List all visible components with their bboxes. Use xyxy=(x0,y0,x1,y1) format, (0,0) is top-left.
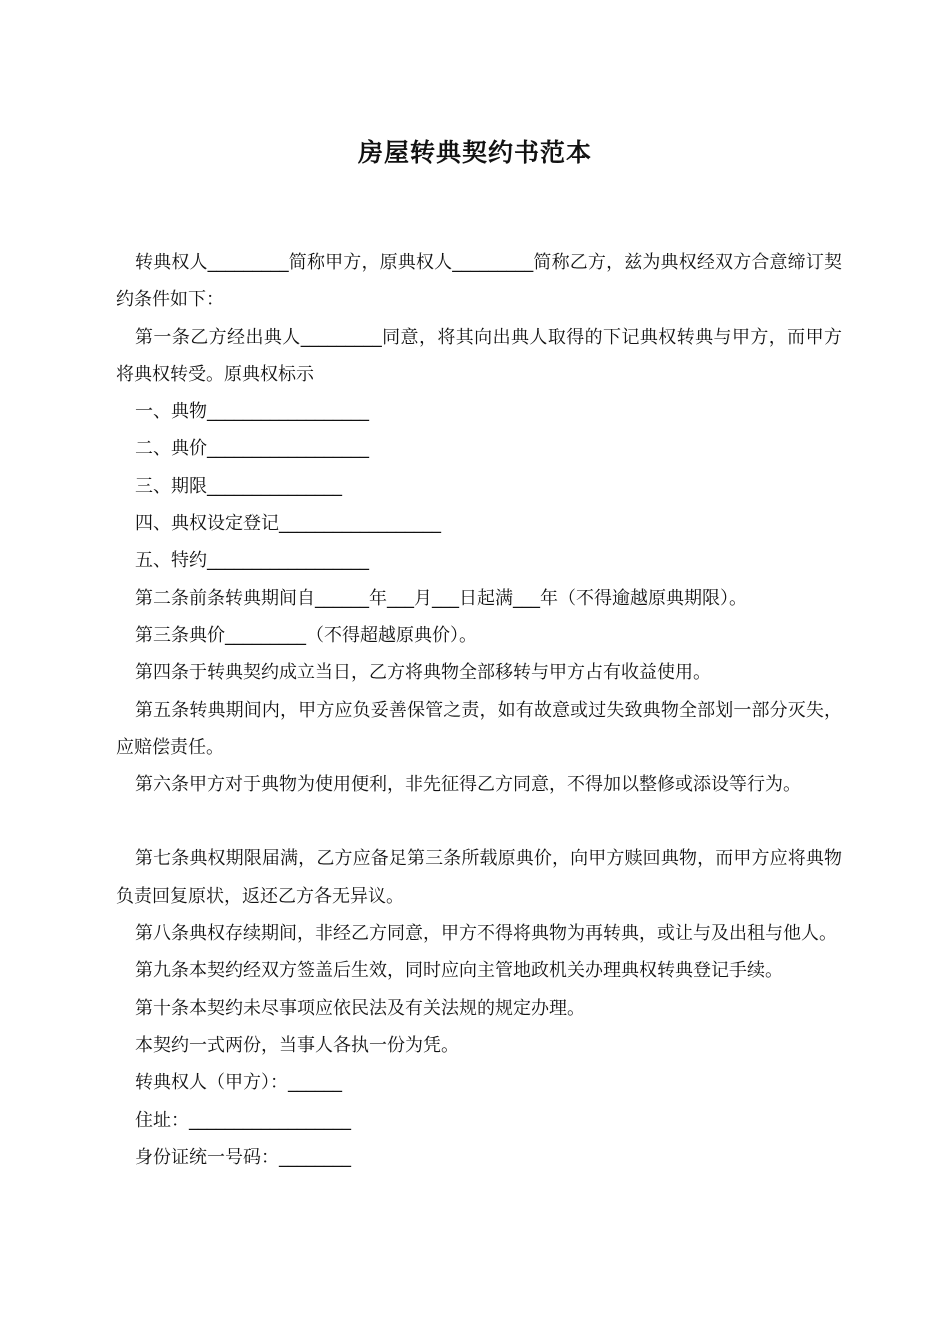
copies-statement: 本契约一式两份，当事人各执一份为凭。 xyxy=(135,1034,459,1056)
document-title: 房屋转典契约书范本 xyxy=(357,138,592,167)
item-4: 四、典权设定登记__________________ xyxy=(135,513,441,535)
article-8: 第八条典权存续期间，非经乙方同意，甲方不得将典物为再转典，或让与及出租与他人。 xyxy=(135,923,837,945)
article-2: 第二条前条转典期间自______年___月___日起满___年（不得逾越原典期限）。 xyxy=(135,587,747,609)
item-3: 三、期限_______________ xyxy=(135,475,342,497)
article-9: 第九条本契约经双方签盖后生效，同时应向主管地政机关办理典权转典登记手续。 xyxy=(135,960,783,982)
article-3: 第三条典价_________（不得超越原典价）。 xyxy=(135,624,477,646)
article-1: 第一条乙方经出典人_________同意，将其向出典人取得的下记典权转典与甲方，而甲方将典权转受。原典权标示 xyxy=(116,326,842,385)
article-6: 第六条甲方对于典物为使用便利，非先征得乙方同意，不得加以整修或添设等行为。 xyxy=(135,774,801,796)
article-4: 第四条于转典契约成立当日，乙方将典物全部移转与甲方占有收益使用。 xyxy=(135,662,711,684)
intro-paragraph: 转典权人_________简称甲方，原典权人_________简称乙方，兹为典权经双方合意缔订契约条件如下： xyxy=(116,252,842,311)
document-body xyxy=(116,244,842,1176)
party-a-signature-line: 转典权人（甲方）：______ xyxy=(135,1072,342,1094)
address-line: 住址：__________________ xyxy=(135,1109,351,1131)
item-2: 二、典价__________________ xyxy=(135,438,369,460)
item-5: 五、特约__________________ xyxy=(135,550,369,572)
article-7: 第七条典权期限届满，乙方应备足第三条所载原典价，向甲方赎回典物，而甲方应将典物负责回复原状，返还乙方各无异议。 xyxy=(116,848,842,907)
paragraph-spacer xyxy=(116,803,842,840)
item-1: 一、典物__________________ xyxy=(135,401,369,423)
article-5: 第五条转典期间内，甲方应负妥善保管之责，如有故意或过失致典物全部划一部分灭失，应赔偿责任。 xyxy=(116,699,842,758)
article-10: 第十条本契约未尽事项应依民法及有关法规的规定办理。 xyxy=(135,997,585,1019)
id-number-line: 身份证统一号码：________ xyxy=(135,1146,351,1168)
